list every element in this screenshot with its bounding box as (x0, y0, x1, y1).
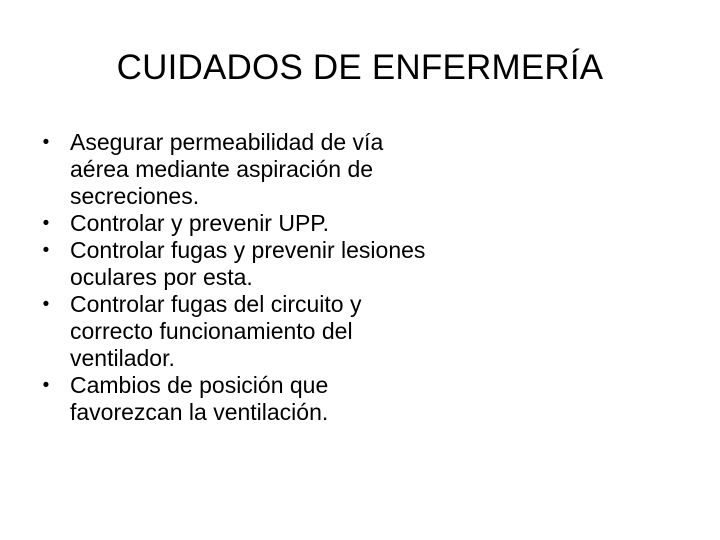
bullet-text: Asegurar permeabilidad de vía aérea mediante aspiración de secreciones. (70, 129, 384, 209)
bullet-text: Controlar y prevenir UPP. (70, 210, 330, 236)
bullet-item (36, 210, 436, 237)
bullet-text: Controlar fugas del circuito y correcto funcionamiento del ventilador. (70, 291, 362, 371)
slide-title: CUIDADOS DE ENFERMERÍA (116, 48, 604, 87)
bullet-dot-icon: • (42, 213, 50, 234)
bullet-item (36, 372, 436, 426)
bullet-dot-icon: • (42, 132, 50, 153)
bullet-text: Cambios de posición que favorezcan la ventilación. (70, 372, 329, 425)
bullet-item (36, 291, 436, 372)
bullet-dot-icon: • (42, 240, 50, 261)
bullet-dot-icon: • (42, 375, 50, 396)
bullet-dot-icon: • (42, 294, 50, 315)
bullet-text: Controlar fugas y prevenir lesiones oculares por esta. (70, 237, 426, 290)
bullet-item (36, 129, 436, 210)
bullet-list (36, 129, 436, 426)
bullet-item (36, 237, 436, 291)
